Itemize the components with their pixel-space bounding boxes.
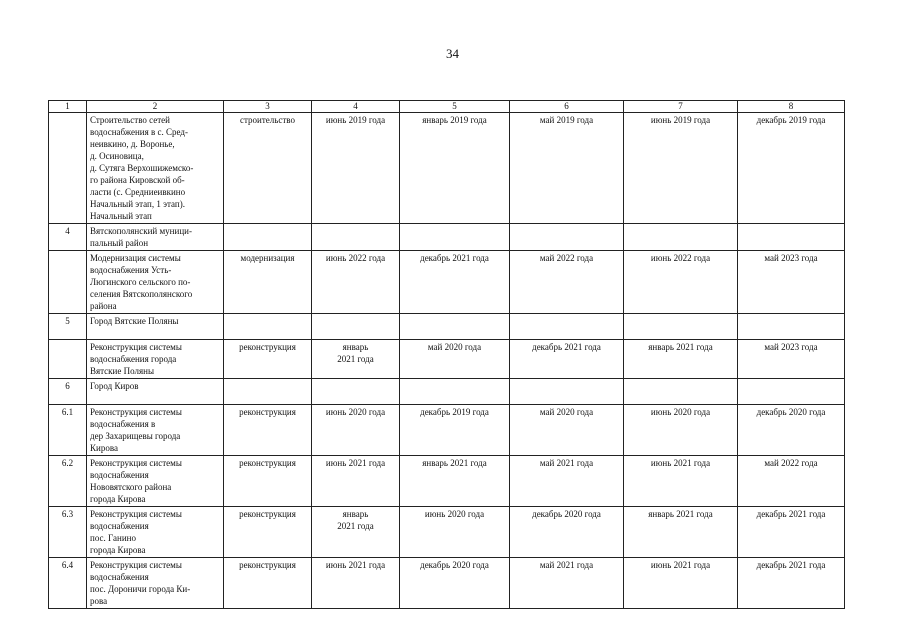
table-row — [49, 507, 845, 558]
work-type-cell — [224, 558, 312, 609]
date-cell-text: май 2023 года — [764, 253, 818, 263]
date-cell — [400, 251, 510, 314]
table-row — [49, 379, 845, 405]
object-name-cell-text: Модернизация системы водоснабжения Усть- Люгинского сельского по- селения Вятскополянского района — [90, 253, 193, 311]
date-cell — [738, 340, 845, 379]
object-name-cell-text: Реконструкция системы водоснабжения пос. Ганино города Кирова — [90, 509, 182, 555]
date-cell-text: май 2022 года — [764, 458, 818, 468]
header-cell: 8 — [738, 101, 845, 113]
schedule-table — [48, 100, 845, 609]
object-name-cell-text: Строительство сетей водоснабжения в с. Сред- неивкино, д. Воронье, д. Осиновица, д. Сутяга Верхошижемско- го района Кировской об- ласти (с. Средниеивкино Начальный этап, 1 этап). Начальный этап — [90, 115, 194, 221]
date-cell — [400, 113, 510, 224]
object-name-cell — [87, 379, 224, 405]
date-cell-text: декабрь 2021 года — [420, 253, 489, 263]
date-cell — [738, 251, 845, 314]
date-cell-text: июнь 2020 года — [325, 407, 386, 417]
date-cell — [510, 558, 624, 609]
work-type-cell-text: реконструкция — [239, 509, 296, 519]
object-name-cell-text: Город Вятские Поляны — [90, 316, 179, 326]
date-cell — [738, 558, 845, 609]
object-name-cell — [87, 251, 224, 314]
date-cell — [510, 314, 624, 340]
date-cell — [400, 507, 510, 558]
date-cell — [738, 456, 845, 507]
row-number-cell-text: 6.3 — [61, 509, 74, 519]
date-cell — [400, 558, 510, 609]
table-row — [49, 558, 845, 609]
row-number-cell — [49, 456, 87, 507]
date-cell — [624, 456, 738, 507]
row-number-cell — [49, 558, 87, 609]
date-cell-text: декабрь 2019 года — [420, 407, 489, 417]
date-cell — [510, 113, 624, 224]
date-cell — [400, 224, 510, 251]
date-cell-text: январь 2021 года — [648, 342, 713, 352]
row-number-cell — [49, 405, 87, 456]
object-name-cell-text: Реконструкция системы водоснабжения Нововятского района города Кирова — [90, 458, 182, 504]
object-name-cell-text: Реконструкция системы водоснабжения в дер Захарищевы города Кирова — [90, 407, 182, 453]
header-cell: 5 — [400, 101, 510, 113]
date-cell — [510, 251, 624, 314]
row-number-cell-text: 6.4 — [61, 560, 74, 570]
row-number-cell — [49, 379, 87, 405]
date-cell — [312, 456, 400, 507]
object-name-cell-text: Реконструкция системы водоснабжения пос. Дороничи города Ки- рова — [90, 560, 191, 606]
work-type-cell-text: реконструкция — [239, 560, 296, 570]
date-cell — [738, 314, 845, 340]
table-body — [49, 101, 845, 609]
work-type-cell — [224, 456, 312, 507]
row-number-cell — [49, 507, 87, 558]
date-cell-text: декабрь 2021 года — [532, 342, 601, 352]
date-cell — [738, 113, 845, 224]
page-number: 34 — [446, 46, 459, 61]
work-type-cell-text: реконструкция — [239, 407, 296, 417]
table-row — [49, 405, 845, 456]
date-cell — [624, 113, 738, 224]
work-type-cell-text: строительство — [240, 115, 295, 125]
date-cell-text: май 2022 года — [539, 253, 594, 263]
object-name-cell-text: Город Киров — [90, 381, 139, 391]
date-cell-text: июнь 2020 года — [424, 509, 485, 519]
date-cell — [312, 251, 400, 314]
row-number-cell-text: 6.1 — [61, 407, 74, 417]
date-cell-text: май 2020 года — [427, 342, 482, 352]
date-cell-text: июнь 2022 года — [650, 253, 711, 263]
work-type-cell-text: реконструкция — [239, 458, 296, 468]
date-cell — [624, 314, 738, 340]
work-type-cell — [224, 379, 312, 405]
date-cell-text: май 2023 года — [764, 342, 818, 352]
work-type-cell — [224, 113, 312, 224]
object-name-cell — [87, 558, 224, 609]
date-cell — [312, 507, 400, 558]
date-cell-text: июнь 2019 года — [325, 115, 386, 125]
work-type-cell — [224, 340, 312, 379]
work-type-cell — [224, 405, 312, 456]
object-name-cell — [87, 456, 224, 507]
date-cell — [624, 340, 738, 379]
table-row — [49, 113, 845, 224]
date-cell — [312, 340, 400, 379]
date-cell-text: январь 2021 года — [422, 458, 487, 468]
date-cell-text: январь 2021 года — [648, 509, 713, 519]
date-cell — [400, 314, 510, 340]
header-cell: 3 — [224, 101, 312, 113]
date-cell — [624, 558, 738, 609]
date-cell-text: январь 2021 года — [337, 342, 374, 364]
date-cell — [400, 456, 510, 507]
date-cell-text: январь 2021 года — [337, 509, 374, 531]
date-cell-text: май 2019 года — [539, 115, 594, 125]
object-name-cell — [87, 405, 224, 456]
date-cell-text: июнь 2019 года — [650, 115, 711, 125]
table-row — [49, 340, 845, 379]
date-cell-text: май 2021 года — [539, 560, 594, 570]
date-cell — [400, 379, 510, 405]
date-cell — [400, 405, 510, 456]
row-number-cell-text: 4 — [65, 226, 70, 236]
date-cell — [624, 224, 738, 251]
date-cell — [312, 224, 400, 251]
date-cell — [624, 507, 738, 558]
date-cell — [738, 405, 845, 456]
work-type-cell-text: реконструкция — [239, 342, 296, 352]
header-cell: 7 — [624, 101, 738, 113]
table-row — [49, 251, 845, 314]
date-cell — [510, 456, 624, 507]
object-name-cell — [87, 507, 224, 558]
date-cell-text: июнь 2021 года — [325, 560, 386, 570]
work-type-cell — [224, 224, 312, 251]
date-cell-text: июнь 2021 года — [325, 458, 386, 468]
date-cell-text: декабрь 2020 года — [420, 560, 489, 570]
date-cell — [510, 340, 624, 379]
date-cell — [738, 224, 845, 251]
object-name-cell — [87, 224, 224, 251]
table-row — [49, 224, 845, 251]
object-name-cell — [87, 113, 224, 224]
date-cell — [738, 379, 845, 405]
date-cell — [312, 558, 400, 609]
row-number-cell — [49, 113, 87, 224]
date-cell — [510, 379, 624, 405]
date-cell — [510, 405, 624, 456]
work-type-cell — [224, 251, 312, 314]
object-name-cell-text: Реконструкция системы водоснабжения города Вятские Поляны — [90, 342, 182, 376]
work-type-cell-text: модернизация — [240, 253, 295, 263]
header-cell: 1 — [49, 101, 87, 113]
date-cell — [510, 224, 624, 251]
date-cell-text: май 2021 года — [539, 458, 594, 468]
table-row — [49, 314, 845, 340]
row-number-cell-text: 6 — [65, 381, 70, 391]
date-cell — [312, 314, 400, 340]
work-type-cell — [224, 507, 312, 558]
date-cell — [400, 340, 510, 379]
table-row — [49, 456, 845, 507]
date-cell-text: декабрь 2020 года — [756, 407, 826, 417]
date-cell-text: декабрь 2021 года — [756, 560, 826, 570]
date-cell-text: январь 2019 года — [422, 115, 487, 125]
row-number-cell — [49, 340, 87, 379]
date-cell-text: декабрь 2019 года — [756, 115, 826, 125]
date-cell-text: июнь 2020 года — [650, 407, 711, 417]
header-cell: 2 — [87, 101, 224, 113]
date-cell-text: декабрь 2020 года — [532, 509, 601, 519]
date-cell — [510, 507, 624, 558]
row-number-cell — [49, 224, 87, 251]
object-name-cell — [87, 340, 224, 379]
work-type-cell — [224, 314, 312, 340]
object-name-cell-text: Вятскополянский муници- пальный район — [90, 226, 192, 248]
row-number-cell-text: 5 — [65, 316, 70, 326]
date-cell-text: май 2020 года — [539, 407, 594, 417]
date-cell — [312, 379, 400, 405]
date-cell — [624, 379, 738, 405]
table-header-row — [49, 101, 845, 113]
header-cell: 6 — [510, 101, 624, 113]
row-number-cell — [49, 314, 87, 340]
row-number-cell — [49, 251, 87, 314]
date-cell — [738, 507, 845, 558]
date-cell — [312, 405, 400, 456]
date-cell — [624, 405, 738, 456]
date-cell — [312, 113, 400, 224]
date-cell-text: декабрь 2021 года — [756, 509, 826, 519]
date-cell — [624, 251, 738, 314]
header-cell: 4 — [312, 101, 400, 113]
date-cell-text: июнь 2021 года — [650, 560, 711, 570]
object-name-cell — [87, 314, 224, 340]
row-number-cell-text: 6.2 — [61, 458, 74, 468]
date-cell-text: июнь 2021 года — [650, 458, 711, 468]
date-cell-text: июнь 2022 года — [325, 253, 386, 263]
